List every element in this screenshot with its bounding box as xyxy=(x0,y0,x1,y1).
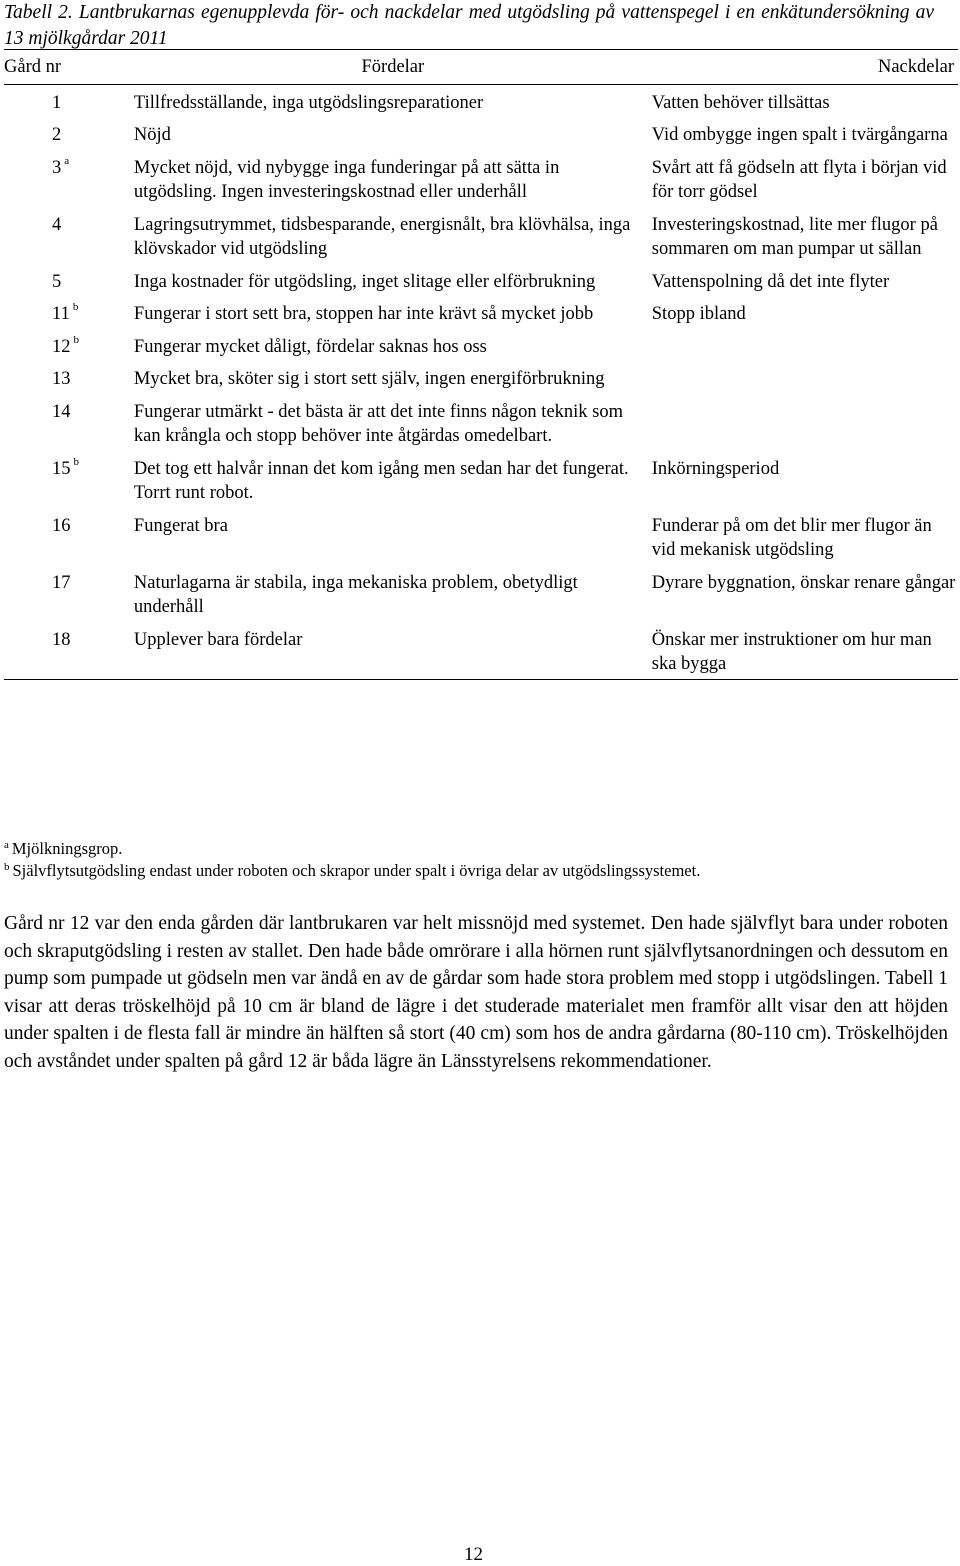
cell-fordelar: Fungerar i stort sett bra, stoppen har inte krävt så mycket jobb xyxy=(133,304,594,324)
gard-nr-value: 14 xyxy=(52,401,71,422)
cell-gard-nr xyxy=(4,209,134,266)
table-caption: Tabell 2. Lantbrukarnas egenupplevda för- och nackdelar med utgödsling på vattenspegel i en enkätundersökning av 13 mjölkgårdar 2011 xyxy=(4,2,934,49)
cell-nackdelar: Dyrare byggnation, önskar renare gångar xyxy=(651,572,956,593)
gard-nr-value: 3 xyxy=(52,157,62,178)
table-row xyxy=(4,331,958,364)
cell-fordelar: Fungerar utmärkt - det bästa är att det inte finns någon teknik som kan krångla och stopp behöver inte åtgärdas omedelbart. xyxy=(133,401,624,446)
cell-gard-nr xyxy=(4,331,134,364)
cell-nackdelar: Inkörningsperiod xyxy=(651,458,780,479)
gard-nr-value: 17 xyxy=(52,572,71,593)
cell-nackdelar: Vid ombygge ingen spalt i tvärgångarna xyxy=(651,125,948,145)
cell-nackdelar xyxy=(652,331,958,364)
cell-fordelar: Inga kostnader för utgödsling, inget slitage eller elförbrukning xyxy=(133,271,596,292)
gard-nr-value: 12 xyxy=(52,336,71,357)
body-paragraph: Gård nr 12 var den enda gården där lantbrukaren var helt missnöjd med systemet. Den hade självflyt bara under roboten och skraputgödsling i resten av stallet. Den hade både omrörare i alla hörnen runt självflytsanordningen och dessutom en pump som pumpade ut gödseln men var ändå en av de gårdar som hade stora problem med stopp i utgödslingen. Tabell 1 visar att deras tröskelhöjd på 10 cm är bland de lägre i det studerade materialet men framför allt visar den att höjden under spalten i de flesta fall är mindre än hälften så stort (40 cm) som hos de andra gårdarna (80-110 cm). Tröskelhöjden och avståndet under spalten på gård 12 är båda lägre än Länsstyrelsens rekommendationer. xyxy=(4,913,948,1072)
gard-nr-value: 13 xyxy=(52,369,71,389)
gard-nr-value: 1 xyxy=(52,92,62,113)
cell-fordelar: Upplever bara fördelar xyxy=(134,624,652,680)
cell-gard-nr xyxy=(4,84,134,119)
footnote-ref: b xyxy=(72,301,79,313)
cell-gard-nr xyxy=(4,266,134,299)
cell-gard-nr xyxy=(4,363,134,396)
results-table xyxy=(4,49,958,680)
cell-fordelar: Naturlagarna är stabila, inga mekaniska problem, obetydligt underhåll xyxy=(133,572,578,617)
table-row xyxy=(4,266,958,299)
cell-gard-nr xyxy=(4,510,134,567)
cell-gard-nr xyxy=(4,298,134,331)
cell-nackdelar: Funderar på om det blir mer flugor än vid mekanisk utgödsling xyxy=(651,515,932,560)
table-row xyxy=(4,84,958,119)
cell-nackdelar xyxy=(652,396,958,453)
cell-gard-nr xyxy=(4,453,134,510)
gard-nr-value: 5 xyxy=(52,271,62,292)
cell-fordelar: Nöjd xyxy=(133,125,171,145)
cell-nackdelar xyxy=(652,363,958,396)
gard-nr-value: 15 xyxy=(52,458,71,479)
footnote-a-mark: a xyxy=(4,839,9,851)
cell-nackdelar: Vatten behöver tillsättas xyxy=(651,92,830,113)
table-row xyxy=(4,453,958,510)
footnote-a xyxy=(4,838,122,860)
header-nackdelar: Nackdelar xyxy=(652,50,958,85)
cell-fordelar: Mycket nöjd, vid nybygge inga funderingar på att sätta in utgödsling. Ingen investeringskostnad eller underhåll xyxy=(133,157,560,202)
cell-nackdelar: Önskar mer instruktioner om hur man ska bygga xyxy=(652,624,958,680)
cell-nackdelar: Investeringskostnad, lite mer flugor på sommaren om man pumpar ut sällan xyxy=(651,214,938,259)
table-row xyxy=(4,567,958,624)
footnote-b xyxy=(4,860,700,882)
cell-fordelar: Tillfredsställande, inga utgödslingsreparationer xyxy=(133,92,484,113)
table-row xyxy=(4,298,958,331)
cell-fordelar: Fungerat bra xyxy=(133,515,228,536)
gard-nr-value: 2 xyxy=(52,125,62,145)
footnote-b-text: Självflytsutgödsling endast under roboten och skrapor under spalt i övriga delar av utgödslingssystemet. xyxy=(12,861,701,880)
table-row xyxy=(4,119,958,152)
gard-nr-value: 16 xyxy=(52,515,71,536)
cell-nackdelar: Vattenspolning då det inte flyter xyxy=(651,271,890,292)
cell-nackdelar: Stopp ibland xyxy=(651,304,746,324)
header-gard-nr: Gård nr xyxy=(4,50,134,85)
table-row xyxy=(4,209,958,266)
table-row xyxy=(4,510,958,567)
footnote-a-text: Mjölkningsgrop. xyxy=(11,839,123,858)
footnote-ref: a xyxy=(64,154,70,167)
table-body xyxy=(4,84,958,679)
footnote-ref: b xyxy=(73,455,79,468)
gard-nr-value: 18 xyxy=(52,629,71,650)
cell-gard-nr xyxy=(4,396,134,453)
gard-nr-value: 4 xyxy=(52,214,62,235)
table-row xyxy=(4,624,958,680)
cell-fordelar: Lagringsutrymmet, tidsbesparande, energisnålt, bra klövhälsa, inga klövskador vid utgödsling xyxy=(133,214,631,259)
cell-gard-nr xyxy=(4,152,134,209)
footnote-ref: b xyxy=(73,333,79,346)
table-header-row xyxy=(4,50,958,85)
table-row xyxy=(4,363,958,396)
cell-fordelar: Fungerar mycket dåligt, fördelar saknas hos oss xyxy=(133,336,487,357)
cell-gard-nr xyxy=(4,119,134,152)
page-number: 12 xyxy=(464,1544,483,1565)
header-fordelar: Fördelar xyxy=(134,50,652,85)
table-row xyxy=(4,152,958,209)
cell-gard-nr xyxy=(4,624,134,680)
cell-nackdelar: Svårt att få gödseln att flyta i början vid för torr gödsel xyxy=(651,157,947,202)
table-row xyxy=(4,396,958,453)
gard-nr-value: 11 xyxy=(52,304,70,324)
cell-fordelar: Det tog ett halvår innan det kom igång men sedan har det fungerat. Torrt runt robot. xyxy=(133,458,629,503)
cell-gard-nr xyxy=(4,567,134,624)
footnote-b-mark: b xyxy=(4,861,10,873)
cell-fordelar: Mycket bra, sköter sig i stort sett själv, ingen energiförbrukning xyxy=(133,369,605,389)
